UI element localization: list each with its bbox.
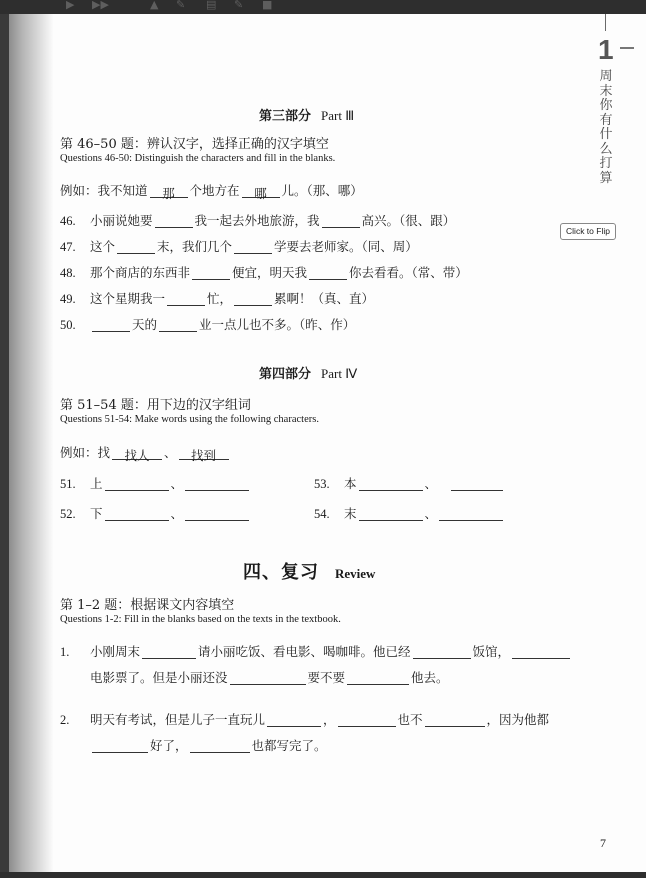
question-48: 48. 那个商店的东西非 便宜，明天我 你去看看。（常、带） bbox=[60, 265, 468, 280]
part3-heading bbox=[259, 105, 354, 124]
question-54: 54. 末 、 bbox=[314, 504, 505, 522]
chapter-title-char: 么 bbox=[599, 141, 613, 157]
review-instruction-cn: 第 1–2 题：根据课文内容填空 bbox=[60, 598, 235, 613]
book-page bbox=[9, 14, 646, 872]
chapter-title-char: 你 bbox=[599, 98, 613, 113]
answer-blank[interactable] bbox=[155, 214, 193, 228]
answer-blank[interactable] bbox=[142, 645, 196, 659]
answer-blank[interactable] bbox=[234, 240, 272, 254]
review-question-2: 2. 明天有考试，但是儿子一直玩儿 ， 也不 ，因为他都 bbox=[60, 712, 550, 727]
thumb-tab-divider bbox=[605, 14, 606, 31]
answer-blank[interactable] bbox=[159, 318, 197, 332]
part3-instruction-cn: 第 46–50 题：辨认汉字，选择正确的汉字填空 bbox=[60, 137, 329, 152]
part3-instruction-en: Questions 46-50: Distinguish the characters and fill in the blanks. bbox=[60, 153, 336, 164]
answer-blank[interactable] bbox=[267, 713, 321, 727]
answer-blank[interactable] bbox=[105, 507, 169, 521]
question-52: 52. 下 、 bbox=[60, 504, 251, 522]
answer-blank[interactable] bbox=[347, 671, 409, 685]
review-instruction-en: Questions 1-2: Fill in the blanks based on the texts in the textbook. bbox=[60, 614, 341, 625]
part3-heading-cn: 第三部分 bbox=[259, 109, 312, 124]
viewer-bottom-bar bbox=[0, 872, 646, 878]
part3-example: 例如：我不知道 那 个地方在 哪 儿。（那、哪） bbox=[60, 183, 363, 201]
question-46: 46. 小丽说她要 我一起去外地旅游，我 高兴。（很、跟） bbox=[60, 213, 456, 228]
answer-blank[interactable] bbox=[185, 477, 249, 491]
viewer-toolbar bbox=[0, 0, 646, 14]
review-question-1-cont: 电影票了。但是小丽还没 要不要 他去。 bbox=[90, 670, 449, 685]
answer-blank[interactable] bbox=[413, 645, 471, 659]
chapter-title-vertical bbox=[598, 70, 614, 186]
answer-blank[interactable] bbox=[234, 292, 272, 306]
answer-blank[interactable] bbox=[192, 266, 230, 280]
part4-heading-cn: 第四部分 bbox=[259, 367, 312, 382]
fast-forward-icon[interactable]: ▶▶ bbox=[92, 0, 109, 11]
example-answer: 那 bbox=[150, 184, 188, 198]
answer-blank[interactable] bbox=[185, 507, 249, 521]
example-answer: 找到 bbox=[179, 446, 229, 460]
chapter-number: 1 bbox=[598, 34, 614, 65]
chapter-dash bbox=[620, 47, 634, 49]
click-to-flip-button[interactable]: Click to Flip bbox=[560, 223, 616, 240]
chapter-title-char: 周 bbox=[599, 69, 613, 84]
question-51: 51. 上 、 bbox=[60, 474, 251, 492]
answer-blank[interactable] bbox=[512, 645, 570, 659]
answer-blank[interactable] bbox=[309, 266, 347, 280]
review-title-cn: 四、复习 bbox=[243, 562, 319, 583]
stop-icon[interactable]: ■ bbox=[262, 0, 273, 11]
page-number: 7 bbox=[600, 836, 606, 850]
answer-blank[interactable] bbox=[322, 214, 360, 228]
chapter-title-char: 什 bbox=[599, 127, 613, 142]
answer-blank[interactable] bbox=[359, 507, 423, 521]
edit-icon[interactable]: ✎ bbox=[234, 0, 244, 11]
play-icon[interactable]: ▶ bbox=[66, 0, 75, 11]
answer-blank[interactable] bbox=[338, 713, 396, 727]
part4-instruction-en: Questions 51-54: Make words using the following characters. bbox=[60, 414, 319, 425]
answer-blank[interactable] bbox=[230, 671, 306, 685]
document-icon[interactable]: ▤ bbox=[206, 0, 217, 11]
answer-blank[interactable] bbox=[92, 318, 130, 332]
part4-heading-en: Part Ⅳ bbox=[321, 366, 358, 381]
part3-heading-en: Part Ⅲ bbox=[321, 108, 355, 123]
question-53: 53. 本 、 bbox=[314, 474, 505, 492]
example-answer: 哪 bbox=[242, 184, 280, 198]
part4-heading bbox=[259, 363, 357, 382]
question-49: 49. 这个星期我一 忙， 累啊！（真、直） bbox=[60, 291, 375, 306]
review-question-1: 1. 小刚周末 请小丽吃饭、看电影、喝咖啡。他已经 饭馆， bbox=[60, 642, 572, 660]
part4-instruction-cn: 第 51–54 题：用下边的汉字组词 bbox=[60, 398, 251, 413]
review-question-2-cont: 好了， 也都写完了。 bbox=[90, 736, 327, 754]
question-47: 47. 这个 末，我们几个 学要去老师家。（同、周） bbox=[60, 239, 418, 254]
answer-blank[interactable] bbox=[190, 739, 250, 753]
chapter-title-char: 算 bbox=[599, 170, 613, 186]
pen-icon[interactable]: ✎ bbox=[176, 0, 186, 11]
answer-blank[interactable] bbox=[92, 739, 148, 753]
review-title bbox=[243, 558, 375, 584]
chapter-title-char: 打 bbox=[599, 156, 613, 171]
question-50: 50. 天的 业一点儿也不多。（昨、作） bbox=[60, 317, 356, 332]
answer-blank[interactable] bbox=[105, 477, 169, 491]
example-answer: 找人 bbox=[112, 446, 162, 460]
home-icon[interactable]: ▲ bbox=[150, 0, 159, 11]
answer-blank[interactable] bbox=[167, 292, 205, 306]
review-title-en: Review bbox=[335, 566, 376, 581]
book-spine-shadow bbox=[9, 14, 53, 872]
answer-blank[interactable] bbox=[439, 507, 503, 521]
answer-blank[interactable] bbox=[425, 713, 485, 727]
answer-blank[interactable] bbox=[359, 477, 423, 491]
answer-blank[interactable] bbox=[117, 240, 155, 254]
answer-blank[interactable] bbox=[451, 477, 503, 491]
part4-example: 例如：找 找人 、 找到 bbox=[60, 443, 231, 461]
chapter-title-char: 末 bbox=[599, 83, 613, 99]
chapter-title-char: 有 bbox=[599, 112, 613, 128]
